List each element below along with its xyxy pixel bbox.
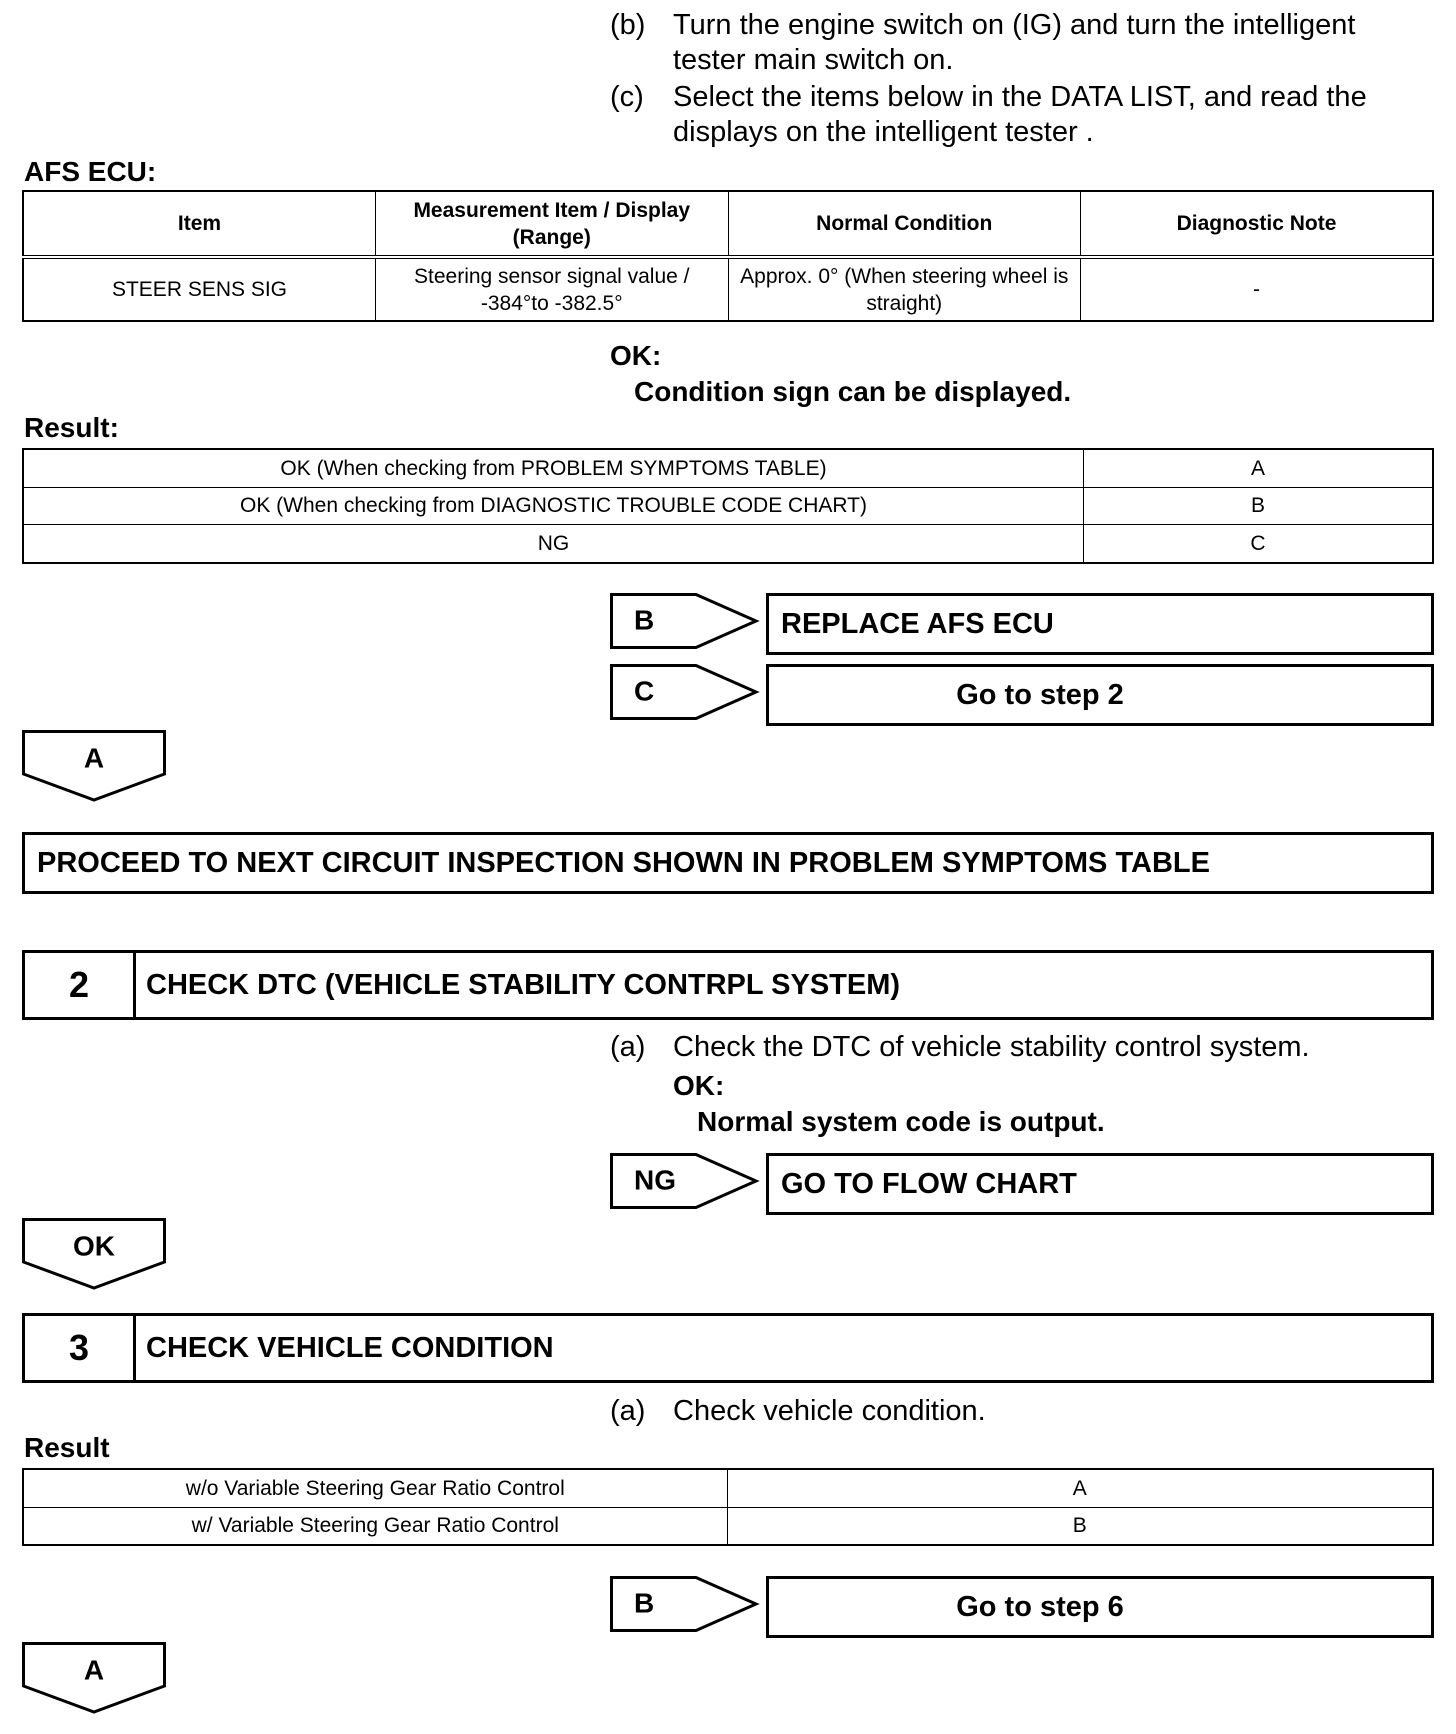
continue-code: OK — [73, 1230, 115, 1262]
proceed-text: PROCEED TO NEXT CIRCUIT INSPECTION SHOWN IN PROBLEM SYMPTOMS TABLE — [37, 846, 1210, 879]
continue-arrow-ok — [22, 1218, 166, 1290]
branch-arrow-ng — [610, 1153, 758, 1209]
branch-action: GO TO FLOW CHART — [781, 1167, 1077, 1200]
step-number: 3 — [25, 1316, 136, 1380]
step-2-instruction — [610, 1030, 1430, 1066]
header-cell: Measurement Item / Display (Range) — [376, 191, 729, 257]
result-caption: Result — [24, 1432, 110, 1463]
instruction-c — [610, 80, 1430, 152]
continue-arrow-a-step3 — [22, 1642, 166, 1714]
table-row — [23, 449, 1433, 487]
branch-action: REPLACE AFS ECU — [781, 607, 1054, 640]
ok-text: Normal system code is output. — [697, 1106, 1105, 1137]
table-caption: AFS ECU: — [24, 156, 157, 187]
continue-arrow-a — [22, 730, 166, 802]
table-row — [23, 487, 1433, 525]
branch-arrow-c — [610, 664, 758, 720]
branch-code: NG — [634, 1164, 676, 1196]
table-cell: STEER SENS SIG — [23, 257, 376, 321]
instruction-label: (a) — [610, 1395, 646, 1427]
data-list-table — [22, 190, 1434, 322]
branch-action: Go to step 6 — [956, 1590, 1124, 1623]
instruction-label: (b) — [610, 9, 646, 41]
proceed-box[interactable] — [22, 832, 1434, 894]
step-3-header — [22, 1313, 1434, 1383]
table-row — [23, 525, 1433, 563]
branch-arrow-b — [610, 593, 758, 649]
instruction-label: (c) — [610, 81, 644, 113]
ok-label: OK: — [673, 1070, 725, 1101]
go-to-step-2-box[interactable] — [766, 664, 1434, 726]
table-cell: Steering sensor signal value / -384°to -382.5° — [376, 257, 729, 321]
result-table — [22, 448, 1434, 564]
result-condition: NG — [23, 525, 1084, 563]
branch-code: C — [634, 675, 655, 707]
result-caption: Result: — [24, 412, 119, 443]
branch-code: B — [634, 604, 655, 636]
vehicle-condition-table — [22, 1468, 1434, 1546]
step-title: CHECK DTC (VEHICLE STABILITY CONTRPL SYSTEM) — [146, 968, 901, 1001]
table-header-row — [23, 191, 1433, 257]
result-code: B — [727, 1507, 1433, 1545]
ok-label: OK: — [610, 340, 662, 371]
header-cell: Diagnostic Note — [1081, 191, 1434, 257]
step-2-header — [22, 950, 1434, 1020]
result-condition: w/o Variable Steering Gear Ratio Control — [23, 1469, 727, 1507]
ok-text: Condition sign can be displayed. — [634, 376, 1072, 407]
branch-action: Go to step 2 — [956, 678, 1124, 711]
step-title: CHECK VEHICLE CONDITION — [146, 1331, 554, 1364]
result-code: C — [1084, 525, 1433, 563]
table-row — [23, 257, 1433, 321]
branch-code: B — [634, 1587, 655, 1619]
instruction-text: Check the DTC of vehicle stability control system. — [673, 1031, 1310, 1063]
go-to-flow-chart-box[interactable] — [766, 1153, 1434, 1215]
result-condition: w/ Variable Steering Gear Ratio Control — [23, 1507, 727, 1545]
table-row — [23, 1507, 1433, 1545]
table-cell: Approx. 0° (When steering wheel is straight) — [728, 257, 1081, 321]
go-to-step-6-box[interactable] — [766, 1576, 1434, 1638]
instruction-text: Turn the engine switch on (IG) and turn the intelligent tester main switch on. — [673, 9, 1356, 76]
replace-afs-ecu-box[interactable] — [766, 593, 1434, 655]
step-3-instruction — [610, 1394, 1430, 1430]
instruction-b — [610, 8, 1430, 80]
header-cell: Normal Condition — [728, 191, 1081, 257]
result-code: B — [1084, 487, 1433, 525]
result-condition: OK (When checking from PROBLEM SYMPTOMS TABLE) — [23, 449, 1084, 487]
table-row — [23, 1469, 1433, 1507]
result-code: A — [1084, 449, 1433, 487]
instruction-label: (a) — [610, 1031, 646, 1063]
result-code: A — [727, 1469, 1433, 1507]
result-condition: OK (When checking from DIAGNOSTIC TROUBLE CODE CHART) — [23, 487, 1084, 525]
continue-code: A — [83, 742, 105, 774]
continue-code: A — [83, 1654, 105, 1686]
branch-arrow-b-step3 — [610, 1576, 758, 1632]
instruction-text: Check vehicle condition. — [673, 1395, 986, 1427]
instruction-text: Select the items below in the DATA LIST, and read the displays on the intelligent tester . — [673, 81, 1367, 148]
step-number: 2 — [25, 953, 136, 1017]
table-cell: - — [1081, 257, 1434, 321]
header-cell: Item — [23, 191, 376, 257]
